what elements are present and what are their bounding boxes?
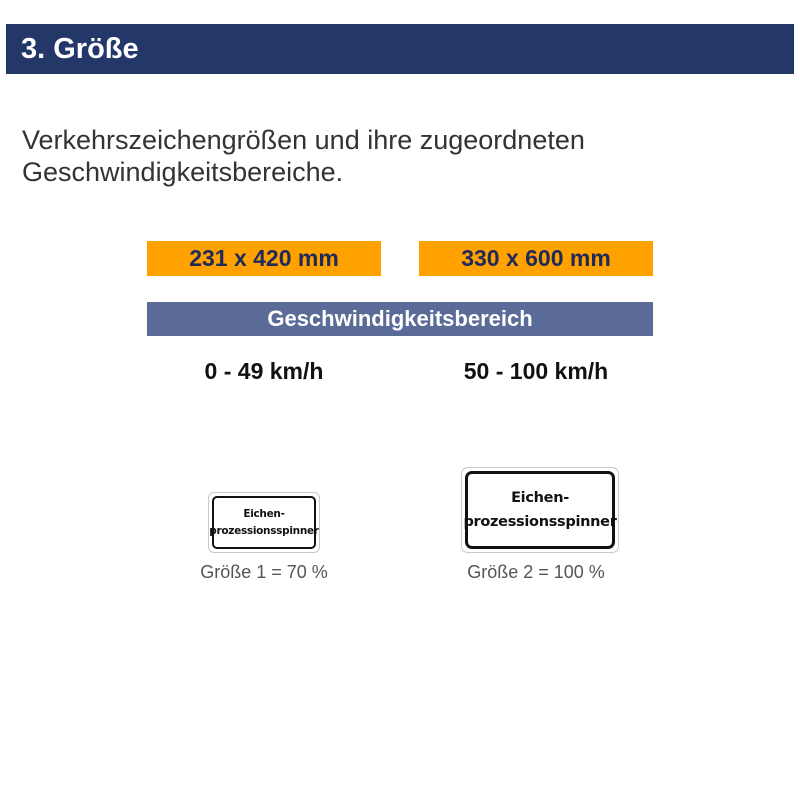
size-label-1: 231 x 420 mm xyxy=(147,241,381,276)
intro-line-2: Geschwindigkeitsbereiche. xyxy=(22,157,344,187)
sign-size-2-line-1: Eichen- xyxy=(511,490,569,506)
speed-range-header: Geschwindigkeitsbereich xyxy=(147,302,653,336)
section-header xyxy=(6,24,794,74)
sign-size-2-line-2: prozessionsspinner xyxy=(463,514,617,530)
size-label-2: 330 x 600 mm xyxy=(419,241,653,276)
sign-size-1-face xyxy=(209,496,319,549)
section-title: 3. Größe xyxy=(21,33,139,65)
speed-range-1: 0 - 49 km/h xyxy=(204,358,324,384)
speed-range-2: 50 - 100 km/h xyxy=(463,358,609,384)
sign-size-1 xyxy=(208,492,320,553)
sign-size-1-line-2: prozessionsspinner xyxy=(209,524,319,537)
sign-size-1-line-1: Eichen- xyxy=(243,507,285,520)
sign-size-1-caption: Größe 1 = 70 % xyxy=(200,562,328,582)
intro-text xyxy=(22,124,782,188)
sign-size-2-face xyxy=(465,471,615,549)
intro-line-1: Verkehrszeichengrößen und ihre zugeordneten xyxy=(22,125,585,155)
sign-size-2 xyxy=(461,467,619,553)
sign-size-2-caption: Größe 2 = 100 % xyxy=(467,562,605,582)
